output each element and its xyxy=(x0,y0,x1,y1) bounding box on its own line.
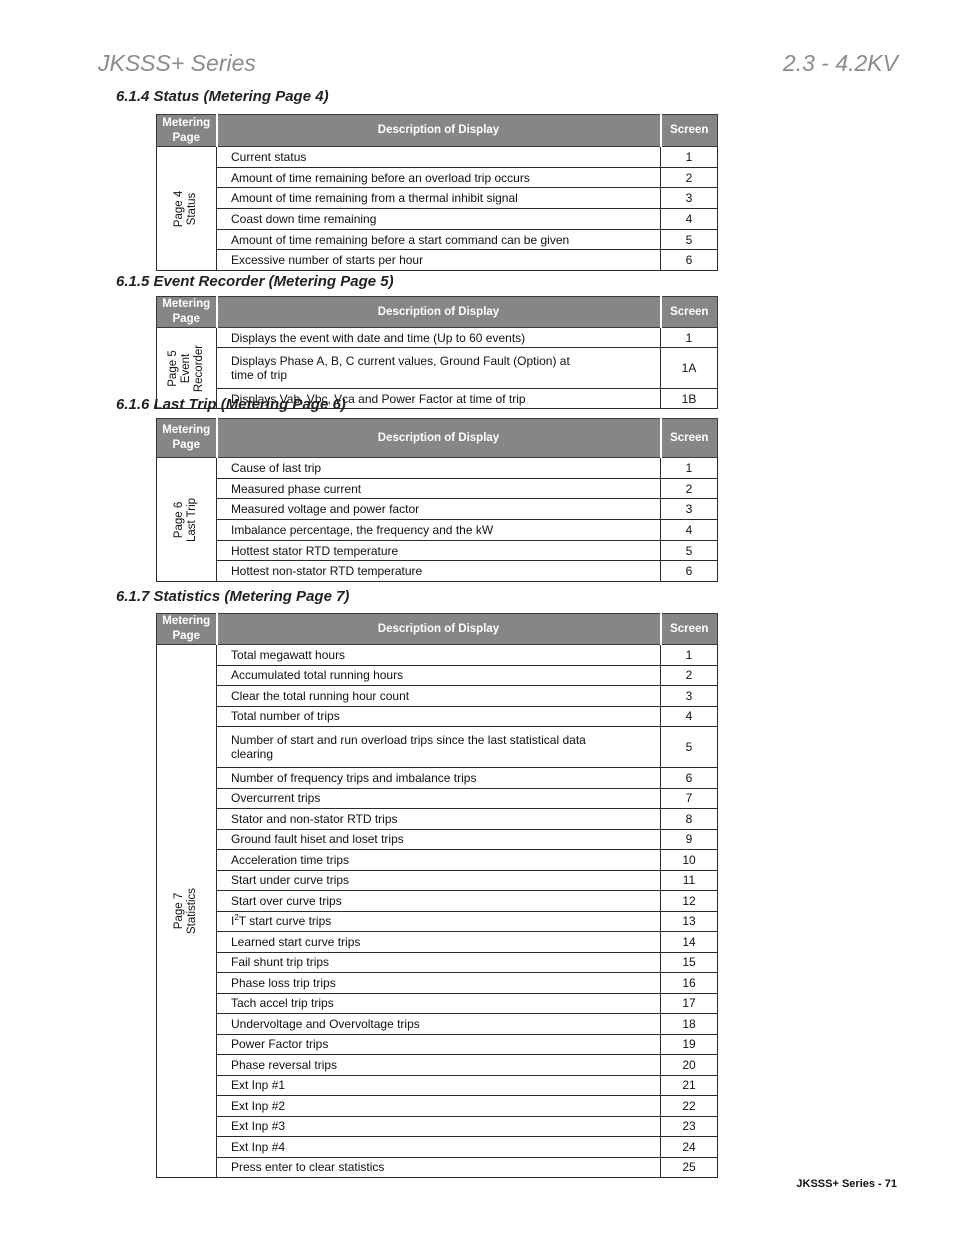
table-row xyxy=(157,348,718,389)
description-cell: Coast down time remaining xyxy=(217,209,661,230)
header-voltage: 2.3 - 4.2KV xyxy=(782,50,898,76)
metering-page-label: Page 6 Last Trip xyxy=(173,497,199,542)
screen-cell: 2 xyxy=(661,665,718,686)
screen-cell: 24 xyxy=(661,1137,718,1158)
description-cell: Start over curve trips xyxy=(217,891,661,912)
table-row xyxy=(157,706,718,727)
description-cell: Amount of time remaining before a start command can be given xyxy=(217,229,661,250)
table-row xyxy=(157,1096,718,1117)
description-cell: Ground fault hiset and loset trips xyxy=(217,829,661,850)
table-row xyxy=(157,229,718,250)
description-cell: Acceleration time trips xyxy=(217,850,661,871)
screen-cell: 9 xyxy=(661,829,718,850)
screen-cell: 21 xyxy=(661,1075,718,1096)
description-cell: Tach accel trip trips xyxy=(217,993,661,1014)
screen-cell: 23 xyxy=(661,1116,718,1137)
screen-cell: 17 xyxy=(661,993,718,1014)
metering-page-header: Metering Page xyxy=(157,419,217,458)
table-row xyxy=(157,1137,718,1158)
table-last-trip xyxy=(156,418,718,582)
section-title-status: 6.1.4 Status (Metering Page 4) xyxy=(116,88,329,105)
header-series: JKSSS+ Series xyxy=(98,50,256,76)
screen-cell: 18 xyxy=(661,1014,718,1035)
screen-cell: 4 xyxy=(661,209,718,230)
description-cell: Phase reversal trips xyxy=(217,1055,661,1076)
table-row xyxy=(157,727,718,768)
table-row xyxy=(157,561,718,582)
screen-cell: 3 xyxy=(661,188,718,209)
table-row xyxy=(157,932,718,953)
description-cell: Learned start curve trips xyxy=(217,932,661,953)
table-event-recorder xyxy=(156,296,718,409)
description-cell: Hottest stator RTD temperature xyxy=(217,540,661,561)
description-cell: Amount of time remaining from a thermal inhibit signal xyxy=(217,188,661,209)
description-cell: Current status xyxy=(217,147,661,168)
metering-page-label: Page 4 Status xyxy=(173,190,199,227)
description-header: Description of Display xyxy=(217,115,661,147)
metering-page-label: Page 7 Statistics xyxy=(173,887,199,935)
screen-cell: 1 xyxy=(661,645,718,666)
table-row xyxy=(157,520,718,541)
table-row xyxy=(157,788,718,809)
description-cell: Total megawatt hours xyxy=(217,645,661,666)
section-title-event-recorder: 6.1.5 Event Recorder (Metering Page 5) xyxy=(116,273,394,290)
description-cell: Undervoltage and Overvoltage trips xyxy=(217,1014,661,1035)
description-cell: Stator and non-stator RTD trips xyxy=(217,809,661,830)
description-cell: Ext Inp #4 xyxy=(217,1137,661,1158)
description-cell: Fail shunt trip trips xyxy=(217,952,661,973)
screen-cell: 5 xyxy=(661,229,718,250)
description-header: Description of Display xyxy=(217,614,661,645)
screen-cell: 22 xyxy=(661,1096,718,1117)
description-header: Description of Display xyxy=(217,419,661,458)
footer-page-label: JKSSS+ Series - 71 xyxy=(796,1178,897,1190)
screen-cell: 19 xyxy=(661,1034,718,1055)
table-row xyxy=(157,188,718,209)
description-cell: Amount of time remaining before an overload trip occurs xyxy=(217,167,661,188)
description-cell: Number of start and run overload trips since the last statistical data clearing xyxy=(217,727,661,768)
metering-page-cell xyxy=(157,645,217,1178)
description-cell: Number of frequency trips and imbalance trips xyxy=(217,768,661,789)
table-status xyxy=(156,114,718,271)
screen-cell: 2 xyxy=(661,167,718,188)
description-cell: Clear the total running hour count xyxy=(217,686,661,707)
screen-cell: 5 xyxy=(661,540,718,561)
table-row xyxy=(157,891,718,912)
screen-cell: 7 xyxy=(661,788,718,809)
table-row xyxy=(157,911,718,932)
table-row xyxy=(157,973,718,994)
description-cell: Ext Inp #3 xyxy=(217,1116,661,1137)
screen-cell: 6 xyxy=(661,250,718,271)
description-cell: Hottest non-stator RTD temperature xyxy=(217,561,661,582)
description-cell: $I^2T$ start curve trips xyxy=(217,911,661,932)
screen-header: Screen xyxy=(661,115,718,147)
screen-header: Screen xyxy=(661,419,718,458)
table-row xyxy=(157,1034,718,1055)
screen-cell: 10 xyxy=(661,850,718,871)
description-cell: Measured voltage and power factor xyxy=(217,499,661,520)
screen-cell: 4 xyxy=(661,520,718,541)
description-header: Description of Display xyxy=(217,297,661,328)
description-cell: Accumulated total running hours xyxy=(217,665,661,686)
table-row xyxy=(157,645,718,666)
screen-cell: 20 xyxy=(661,1055,718,1076)
metering-page-header: Metering Page xyxy=(157,115,217,147)
screen-cell: 1 xyxy=(661,147,718,168)
screen-cell: 13 xyxy=(661,911,718,932)
screen-cell: 15 xyxy=(661,952,718,973)
screen-cell: 6 xyxy=(661,768,718,789)
table-row xyxy=(157,540,718,561)
table-row xyxy=(157,250,718,271)
table-row xyxy=(157,209,718,230)
screen-header: Screen xyxy=(661,614,718,645)
metering-page-cell xyxy=(157,458,217,582)
description-cell: Total number of trips xyxy=(217,706,661,727)
screen-cell: 2 xyxy=(661,478,718,499)
screen-cell: 4 xyxy=(661,706,718,727)
table-row xyxy=(157,768,718,789)
description-cell: Displays the event with date and time (Up to 60 events) xyxy=(217,328,661,348)
screen-cell: 1B xyxy=(661,388,718,408)
screen-cell: 1 xyxy=(661,328,718,348)
screen-cell: 16 xyxy=(661,973,718,994)
description-cell: Imbalance percentage, the frequency and the kW xyxy=(217,520,661,541)
description-cell: Cause of last trip xyxy=(217,458,661,479)
description-cell: Displays Phase A, B, C current values, Ground Fault (Option) at time of trip xyxy=(217,348,661,389)
table-row xyxy=(157,952,718,973)
table-row xyxy=(157,993,718,1014)
table-row xyxy=(157,499,718,520)
screen-cell: 1A xyxy=(661,348,718,389)
description-cell: Ext Inp #2 xyxy=(217,1096,661,1117)
description-cell: Ext Inp #1 xyxy=(217,1075,661,1096)
screen-cell: 8 xyxy=(661,809,718,830)
metering-page-cell xyxy=(157,147,217,271)
description-cell: Overcurrent trips xyxy=(217,788,661,809)
table-statistics xyxy=(156,613,718,1178)
screen-cell: 25 xyxy=(661,1157,718,1178)
table-row xyxy=(157,850,718,871)
screen-cell: 1 xyxy=(661,458,718,479)
description-cell: Phase loss trip trips xyxy=(217,973,661,994)
screen-cell: 3 xyxy=(661,686,718,707)
section-title-last-trip: 6.1.6 Last Trip (Metering Page 6) xyxy=(116,396,346,413)
screen-header: Screen xyxy=(661,297,718,328)
table-row xyxy=(157,870,718,891)
table-row xyxy=(157,328,718,348)
screen-cell: 12 xyxy=(661,891,718,912)
table-row xyxy=(157,1014,718,1035)
screen-cell: 6 xyxy=(661,561,718,582)
table-row xyxy=(157,1075,718,1096)
table-row xyxy=(157,458,718,479)
table-row xyxy=(157,1116,718,1137)
table-row xyxy=(157,167,718,188)
description-cell: Start under curve trips xyxy=(217,870,661,891)
description-cell: Press enter to clear statistics xyxy=(217,1157,661,1178)
screen-cell: 3 xyxy=(661,499,718,520)
section-title-statistics: 6.1.7 Statistics (Metering Page 7) xyxy=(116,588,350,605)
table-row xyxy=(157,665,718,686)
table-row xyxy=(157,809,718,830)
description-cell: Power Factor trips xyxy=(217,1034,661,1055)
metering-page-header: Metering Page xyxy=(157,614,217,645)
screen-cell: 14 xyxy=(661,932,718,953)
description-cell: Measured phase current xyxy=(217,478,661,499)
metering-page-label: Page 5 Event Recorder xyxy=(167,344,205,392)
description-cell: Displays Vab, Vbc, Vca and Power Factor at time of trip xyxy=(217,388,661,408)
table-row xyxy=(157,1157,718,1178)
table-row xyxy=(157,686,718,707)
screen-cell: 11 xyxy=(661,870,718,891)
description-cell: Excessive number of starts per hour xyxy=(217,250,661,271)
table-row xyxy=(157,1055,718,1076)
table-row xyxy=(157,829,718,850)
table-row xyxy=(157,147,718,168)
metering-page-header: Metering Page xyxy=(157,297,217,328)
screen-cell: 5 xyxy=(661,727,718,768)
table-row xyxy=(157,478,718,499)
